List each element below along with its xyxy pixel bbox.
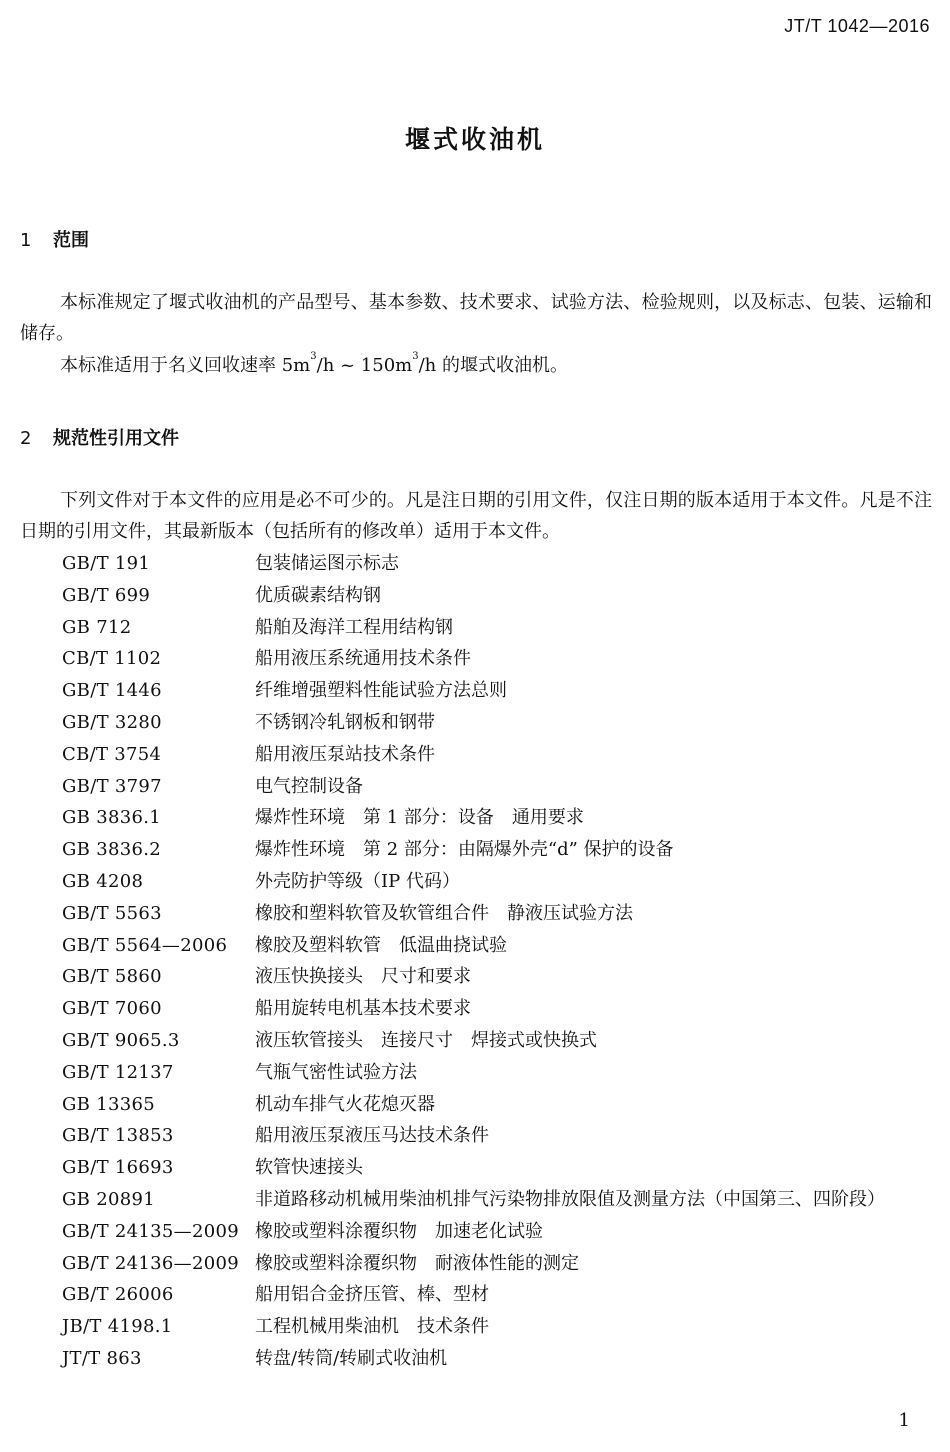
reference-code: GB 712 [62, 616, 132, 638]
reference-title: 船用液压系统通用技术条件 [255, 648, 471, 670]
reference-title: 液压快换接头 尺寸和要求 [255, 966, 471, 988]
document-title: 堰式收油机 [404, 125, 545, 154]
reference-title: 非道路移动机械用柴油机排气污染物排放限值及测量方法（中国第三、四阶段） [255, 1188, 885, 1210]
reference-title: 外壳防护等级（IP 代码） [255, 870, 460, 892]
reference-code: GB/T 5564—2006 [62, 934, 228, 956]
section-1-title: 范围 [53, 230, 89, 251]
reference-title: 机动车排气火花熄灭器 [255, 1093, 435, 1115]
reference-title: 橡胶或塑料涂覆织物 耐液体性能的测定 [255, 1252, 579, 1274]
reference-code: GB/T 5860 [62, 966, 162, 988]
reference-code: GB/T 24135—2009 [62, 1220, 239, 1242]
applicability-text-end: /h 的堰式收油机。 [418, 355, 568, 376]
reference-item [0, 961, 950, 993]
reference-code: GB 3836.2 [62, 839, 162, 861]
reference-code: JT/T 863 [62, 1347, 142, 1369]
applicability-text-start: 本标准适用于名义回收速率 5m [60, 355, 311, 376]
reference-code: GB 20891 [62, 1188, 155, 1210]
reference-code: GB/T 16693 [62, 1157, 174, 1179]
scope-paragraph: 本标准规定了堰式收油机的产品型号、基本参数、技术要求、试验方法、检验规则，以及标志、包装、运输和储存。 [20, 292, 932, 344]
reference-item [0, 1279, 950, 1311]
section-2-heading [20, 424, 179, 450]
reference-item [0, 993, 950, 1025]
reference-code: GB/T 3280 [62, 711, 162, 733]
references-intro-paragraph: 下列文件对于本文件的应用是必不可少的。凡是注日期的引用文件，仅注日期的版本适用于本文件。凡是不注日期的引用文件，其最新版本（包括所有的修改单）适用于本文件。 [20, 490, 932, 542]
reference-title: 软管快速接头 [255, 1157, 363, 1179]
reference-item [0, 1343, 950, 1375]
reference-code: CB/T 3754 [62, 743, 162, 765]
reference-item [0, 771, 950, 803]
reference-code: GB/T 7060 [62, 998, 162, 1020]
superscript-3: 3 [412, 351, 419, 362]
reference-item [0, 1152, 950, 1184]
reference-item [0, 1120, 950, 1152]
reference-item [0, 612, 950, 644]
reference-title: 船用液压泵站技术条件 [255, 743, 435, 765]
reference-title: 船舶及海洋工程用结构钢 [255, 616, 453, 638]
reference-item [0, 1184, 950, 1216]
reference-title: 橡胶及塑料软管 低温曲挠试验 [255, 934, 507, 956]
reference-item [0, 739, 950, 771]
reference-code: CB/T 1102 [62, 648, 162, 670]
reference-code: GB 3836.1 [62, 807, 162, 829]
reference-title: 橡胶和塑料软管及软管组合件 静液压试验方法 [255, 902, 633, 924]
section-2-title: 规范性引用文件 [53, 428, 179, 449]
reference-title: 气瓶气密性试验方法 [255, 1061, 417, 1083]
section-1-heading [20, 226, 89, 252]
reference-code: GB/T 191 [62, 553, 151, 574]
reference-item [0, 1089, 950, 1121]
reference-code: GB 13365 [62, 1093, 155, 1115]
reference-item [0, 866, 950, 898]
reference-title: 优质碳素结构钢 [255, 584, 381, 606]
reference-title: 船用旋转电机基本技术要求 [255, 998, 471, 1020]
reference-item [0, 1025, 950, 1057]
reference-title: 船用铝合金挤压管、棒、型材 [255, 1284, 489, 1306]
reference-code: GB/T 24136—2009 [62, 1252, 239, 1274]
reference-code: GB 4208 [62, 870, 144, 892]
section-1-number: 1 [20, 230, 32, 251]
reference-title: 爆炸性环境 第 2 部分：由隔爆外壳“d” 保护的设备 [255, 839, 674, 861]
applicability-paragraph [20, 350, 932, 381]
standard-code: JT/T 1042—2016 [784, 16, 930, 36]
superscript-3: 3 [310, 351, 317, 362]
reference-code: JB/T 4198.1 [62, 1316, 173, 1338]
section-2-number: 2 [20, 428, 32, 449]
reference-title: 工程机械用柴油机 技术条件 [255, 1316, 489, 1338]
reference-code: GB/T 13853 [62, 1125, 174, 1147]
reference-item [0, 802, 950, 834]
reference-item [0, 675, 950, 707]
reference-item [0, 930, 950, 962]
reference-code: GB/T 5563 [62, 902, 162, 924]
reference-title: 纤维增强塑料性能试验方法总则 [255, 680, 507, 702]
applicability-text-mid: /h ~ 150m [316, 355, 413, 376]
reference-title: 爆炸性环境 第 1 部分：设备 通用要求 [255, 807, 584, 829]
reference-title: 电气控制设备 [255, 775, 363, 797]
reference-title: 包装储运图示标志 [255, 553, 399, 574]
reference-title: 不锈钢冷轧钢板和钢带 [255, 711, 435, 733]
reference-code: GB/T 699 [62, 584, 151, 606]
reference-title: 液压软管接头 连接尺寸 焊接式或快换式 [255, 1029, 597, 1051]
reference-item [0, 1057, 950, 1089]
reference-item [0, 707, 950, 739]
reference-item [0, 1216, 950, 1248]
reference-item [0, 834, 950, 866]
reference-item [0, 643, 950, 675]
reference-item [0, 548, 950, 580]
reference-item [0, 1248, 950, 1280]
reference-code: GB/T 9065.3 [62, 1029, 180, 1051]
reference-item [0, 898, 950, 930]
reference-title: 橡胶或塑料涂覆织物 加速老化试验 [255, 1220, 543, 1242]
reference-code: GB/T 26006 [62, 1284, 174, 1306]
page-number: 1 [898, 1410, 910, 1431]
reference-code: GB/T 1446 [62, 680, 162, 702]
reference-list [0, 548, 950, 1375]
reference-code: GB/T 12137 [62, 1061, 174, 1083]
reference-title: 转盘/转筒/转刷式收油机 [255, 1347, 448, 1369]
reference-item [0, 580, 950, 612]
reference-title: 船用液压泵液压马达技术条件 [255, 1125, 489, 1147]
reference-code: GB/T 3797 [62, 775, 162, 797]
reference-item [0, 1311, 950, 1343]
